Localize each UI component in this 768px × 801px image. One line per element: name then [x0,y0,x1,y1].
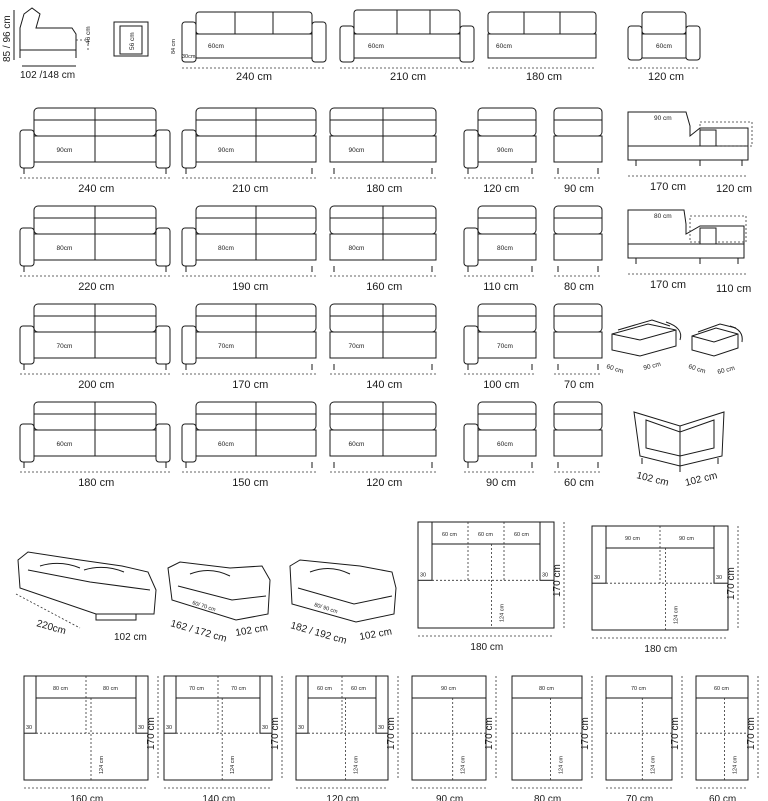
chaise-label: 124 cm [558,755,565,774]
width-label: 70 cm [626,794,654,801]
arm-label: 30 [26,725,33,732]
front-sofa [20,108,170,195]
front-sofa [182,108,316,195]
seat-label: 70cm [348,343,365,350]
width-label: 120 cm [483,183,520,195]
dim-label: 60 cm [716,364,736,376]
seat-label: 90cm [348,147,365,154]
width-label: 120 cm [326,794,360,801]
top-sofa-120 [628,12,700,83]
width-label: 220 cm [78,281,115,293]
top-sofa-210 [340,10,474,83]
front-sofa [554,402,602,489]
width-label: 90 cm [486,477,516,489]
seat-label: 90 cm [654,115,672,122]
chaise-label: 124 cm [673,605,680,624]
depth-label: 102 cm [358,626,393,643]
chaise-label: 124 cm [460,755,467,774]
dim-label: 102 cm [684,470,719,489]
chaise-label: 124 cm [353,755,360,774]
seat-label: 60cm [56,441,73,448]
width-label: 170 cm [650,181,687,193]
plan-view [592,526,738,655]
width-label: 120 cm [648,71,685,83]
depth-label: 170 cm [270,717,281,750]
seat-label: 70cm [56,343,73,350]
front-sofa [182,206,316,293]
width-label: 182 / 192 cm [289,620,348,647]
seat-label: 90 cm [441,686,456,692]
width-label: 210 cm [390,71,427,83]
width-label: 80 cm [564,281,594,293]
pouf-b [687,324,742,376]
seat-label: 80cm [497,245,513,252]
width-label: 180 cm [526,71,563,83]
seat-label: 90cm [56,147,73,154]
chaise-label: 124 cm [230,755,237,774]
front-sofa [464,304,536,391]
width-label: 150 cm [232,477,269,489]
seat-label: 60cm [368,43,384,50]
perspective-sofa-c [289,560,396,647]
width-label: 110 cm [483,281,519,293]
seat-label: 60cm [208,43,224,50]
seat-label: 80cm [218,245,234,252]
side-profile [2,8,92,81]
width-label: 120 cm [366,477,403,489]
dim-label: 90 cm [642,360,662,372]
arm-label: 30 [166,725,173,732]
width-label: 180 cm [78,477,115,489]
seat-label: 60cm [496,43,512,50]
seat-label: 70 cm [189,686,204,692]
seat-label: 60 cm [714,686,729,692]
arm-label: 30 [716,575,723,582]
front-sofa [330,108,436,195]
width-label: 162 / 172 cm [169,618,228,645]
seat-label: 80cm [348,245,365,252]
seat-label: 60 cm [351,686,366,692]
front-sofa [554,108,602,195]
seat-label: 80 cm [654,213,672,220]
width-label: 160 cm [366,281,403,293]
seat-label: 60cm [348,441,365,448]
width-label: 100 cm [483,379,520,391]
plan-view [512,676,592,801]
seat-label: 60 cm [317,686,332,692]
seat-label: 60 cm [442,532,457,538]
width-label: 90 cm [436,794,464,801]
depth-label: 170 cm [484,717,495,750]
arm-label: 30 [420,572,427,579]
width-label: 60 cm [564,477,594,489]
arm-label: 30 [298,725,305,732]
seat-label: 80 cm [539,686,554,692]
plan-view [606,676,682,801]
depth-label: 102 cm [114,632,147,643]
plan-view [296,676,398,801]
perspective-sofa-a [16,552,156,643]
width-label: 90 cm [564,183,594,195]
chaise-label: 124 cm [499,603,506,622]
width-label: 70 cm [564,379,594,391]
seat-label: 80cm [56,245,73,252]
side-height-label: 85 / 96 cm [2,15,13,62]
dim-label: 60 cm [605,363,625,376]
depth-label: 170 cm [146,717,157,750]
seat-label: 60cm [497,441,513,448]
side-depth-label: 102 /148 cm [20,70,76,81]
front-sofa [554,206,602,293]
arm-label: 30 [262,725,269,732]
width-label: 140 cm [366,379,403,391]
width-label: 240 cm [78,183,115,195]
depth-label: 170 cm [670,717,681,750]
width-label: 160 cm [70,794,104,801]
top-sofa-180 [488,12,596,83]
front-sofa [330,304,436,391]
width-label: 220cm [35,618,68,638]
front-sofa [464,206,536,293]
pouf-a [605,320,680,375]
depth-label: 102 cm [234,622,269,639]
arm-height-label: 56 cm [129,32,136,50]
seat-label: 60/ 70 cm [191,600,217,614]
width-label: 200 cm [78,379,115,391]
front-sofa [330,206,436,293]
top-sofa-240 [171,12,326,83]
seat-label: 80 cm [53,686,68,692]
back-height-label: 84 cm [171,39,177,54]
width-label: 180 cm [366,183,403,195]
arm-detail [114,22,148,56]
front-sofa [464,402,536,489]
seat-label: 60cm [218,441,234,448]
front-sofa [330,402,436,489]
seat-label: 70cm [218,343,234,350]
seat-label: 90 cm [625,536,640,542]
width-label: 170 cm [232,379,269,391]
front-sofa [464,108,536,195]
dim-label: 102 cm [635,470,670,489]
depth-label: 170 cm [580,717,591,750]
dim-label: 60 cm [687,363,707,376]
depth-label: 170 cm [552,564,563,597]
chaise-label: 124 cm [650,755,657,774]
arm-label: 30 [594,575,601,582]
plan-view [418,522,564,653]
depth-label: 120 cm [716,183,753,195]
corner-unit [634,412,724,489]
plan-view [24,676,158,801]
side-seat-label: 46 cm [85,26,92,44]
seat-label: 60cm [656,43,672,50]
seat-label: 70 cm [231,686,246,692]
front-sofa [20,402,170,489]
seat-label: 70cm [497,343,513,350]
front-sofa [20,304,170,391]
depth-label: 170 cm [746,717,757,750]
seat-label: 90 cm [679,536,694,542]
plan-views [24,522,758,801]
depth-label: 170 cm [726,567,737,600]
seat-label: 90cm [218,147,234,154]
width-label: 80 cm [534,794,562,801]
width-label: 240 cm [236,71,273,83]
front-sofa [182,402,316,489]
seat-label: 60 cm [478,532,493,538]
corner-chaise-80 [628,210,751,295]
chaise-label: 124 cm [99,755,105,774]
width-label: 210 cm [232,183,269,195]
seat-label: 70 cm [631,686,646,692]
front-view-rows [20,108,602,489]
plan-view [696,676,758,801]
front-sofa [182,304,316,391]
depth-label: 170 cm [386,717,397,750]
width-label: 180 cm [644,644,678,655]
width-label: 190 cm [232,281,269,293]
corner-chaise-90 [628,112,752,195]
depth-label: 110 cm [716,283,752,295]
perspective-sofa-b [168,562,270,645]
arm-width-label: 30cm [182,54,196,60]
width-label: 180 cm [470,642,504,653]
width-label: 140 cm [202,794,236,801]
arm-label: 30 [378,725,385,732]
width-label: 60 cm [709,794,737,801]
seat-label: 80 cm [103,686,118,692]
arm-label: 30 [138,725,145,732]
plan-view [412,676,496,801]
arm-label: 30 [542,572,549,579]
front-sofa [554,304,602,391]
chaise-label: 124 cm [732,755,739,774]
seat-label: 60 cm [514,532,529,538]
seat-label: 90cm [497,147,513,154]
seat-label: 80/ 90 cm [313,602,339,616]
plan-view [164,676,282,801]
width-label: 170 cm [650,279,687,291]
front-sofa [20,206,170,293]
